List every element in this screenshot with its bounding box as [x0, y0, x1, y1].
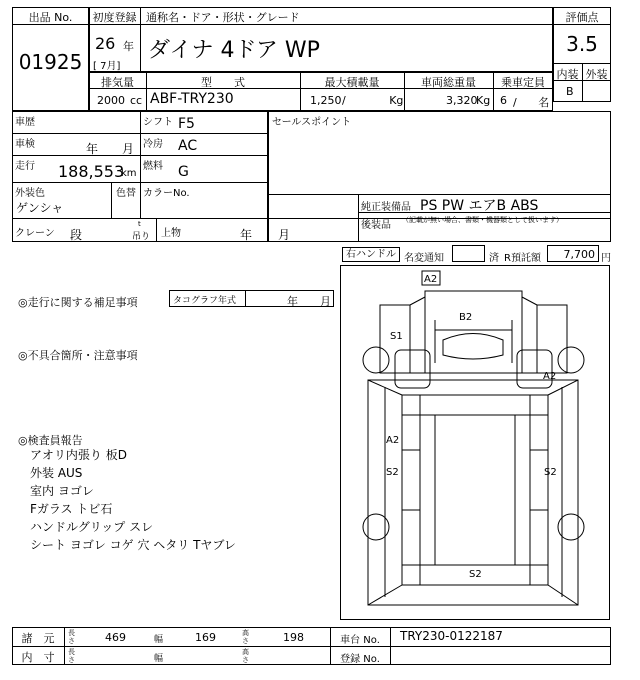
ac-label: 冷房: [143, 139, 163, 150]
tachograph-label: タコグラフ年式: [173, 296, 237, 306]
width-label: 幅: [154, 635, 164, 645]
shift-label: シフト: [143, 117, 173, 128]
inner-height-label: 高さ: [242, 648, 249, 664]
inspection-label: 車検: [15, 139, 35, 150]
capacity: 6: [500, 94, 507, 107]
truck-condition-diagram: [340, 265, 610, 620]
mark-s2-right: S2: [544, 467, 557, 478]
crane-stage-unit: 段: [70, 228, 83, 242]
chassis-label: 車台 No.: [340, 635, 380, 646]
divider: [358, 194, 359, 242]
mark-s1: S1: [390, 331, 403, 342]
report-line: ハンドルグリップ スレ: [30, 520, 154, 534]
inner-width-label: 幅: [154, 654, 164, 664]
mark-a2-left: A2: [386, 435, 400, 446]
lot-label: 出品 No.: [28, 11, 73, 24]
lot-number: 01925: [18, 50, 83, 74]
mark-a2-right: A2: [543, 371, 557, 382]
divider: [140, 7, 141, 72]
shift: F5: [178, 116, 195, 132]
score-label: 評価点: [565, 11, 599, 24]
length: 469: [105, 631, 126, 644]
ac: AC: [178, 138, 198, 154]
length-label: 長さ: [68, 629, 75, 645]
upper-month-unit: 月: [278, 228, 291, 242]
inspector-title: ◎検査員報告: [18, 434, 83, 447]
registration-label: 登録 No.: [340, 654, 380, 665]
upper-label: 上物: [161, 228, 181, 239]
report-line: アオリ内張り 板D: [30, 448, 127, 462]
ext-color-label: 外装色: [15, 188, 45, 199]
ext-color: ゲンシャ: [16, 201, 64, 215]
chassis-number: TRY230-0122187: [400, 629, 503, 643]
capacity-label: 乗車定員: [501, 76, 545, 89]
dims-label: 内 寸: [21, 651, 55, 664]
handle-box: 右ハンドル: [342, 247, 400, 262]
crane-ton-label: t: [138, 220, 141, 228]
interior-grade: B: [566, 85, 574, 98]
deposit-label: R預託額: [504, 253, 541, 264]
color-change-label: 色替: [116, 188, 136, 199]
displacement-unit: cc: [130, 94, 143, 107]
inner-length-label: 長さ: [68, 648, 75, 664]
supplement-title: ◎走行に関する補足事項: [18, 296, 138, 309]
mark-a2-front: A2: [424, 274, 438, 285]
gross-weight: 3,320: [446, 94, 478, 107]
reg-month: [ 7月]: [93, 61, 121, 72]
divider: [245, 290, 246, 307]
upper-year-unit: 年: [240, 228, 253, 242]
exterior-label: 外装: [585, 68, 608, 81]
max-load: 1,250: [310, 94, 342, 107]
deposit-amount: 7,700: [563, 248, 595, 261]
year-unit: 年: [123, 40, 134, 53]
gross-weight-label: 車両総重量: [421, 76, 476, 89]
report-line: 外装 AUS: [30, 466, 83, 480]
model-label: 型 式: [201, 76, 245, 89]
max-load-label: 最大積載量: [324, 76, 380, 89]
reg-label: 初度登録: [92, 11, 137, 24]
name-label: 通称名・ドア・形状・グレード: [146, 11, 300, 24]
divider: [64, 627, 65, 665]
std-equip: PS PW エアB ABS: [420, 198, 539, 214]
name-change-box: [452, 245, 485, 262]
inspection-month-unit: 月: [122, 142, 135, 156]
mark-s2-left: S2: [386, 467, 399, 478]
report-line: Fガラス トビ石: [30, 502, 113, 516]
height-label: 高さ: [242, 629, 249, 645]
mark-s2-rear: S2: [469, 569, 482, 580]
mileage: 188,553: [58, 162, 125, 181]
crane-label: クレーン: [15, 228, 55, 239]
specs-label: 諸 元: [21, 632, 55, 645]
width: 169: [195, 631, 216, 644]
aftermarket-label: 後装品: [361, 220, 391, 231]
name-change-label: 名変通知: [404, 253, 444, 264]
report-line: 室内 ヨゴレ: [30, 484, 94, 498]
std-equip-label: 純正装備品: [361, 202, 411, 213]
fuel: G: [178, 164, 189, 180]
load-unit: / Kg: [342, 94, 404, 107]
displacement-label: 排気量: [101, 76, 134, 89]
history-label: 車歴: [15, 117, 35, 128]
displacement: 2000: [97, 94, 125, 107]
car-name: ダイナ 4ドア WP: [148, 38, 320, 63]
capacity-unit: / 名: [513, 96, 550, 109]
model-code: ABF-TRY230: [150, 91, 234, 107]
report-line: シート ヨゴレ コゲ 穴 ヘタリ Tヤブレ: [30, 538, 236, 552]
interior-label: 内装: [556, 68, 579, 81]
divider: [12, 646, 611, 647]
color-code-label: カラーNo.: [143, 188, 190, 199]
height: 198: [283, 631, 304, 644]
divider: [390, 627, 391, 665]
score-value: 3.5: [566, 32, 598, 56]
crane-hanging: 吊り: [132, 232, 151, 242]
mileage-label: 走行: [15, 161, 35, 172]
sales-point-label: セールスポイント: [272, 117, 352, 128]
tachograph-year-unit: 年: [287, 295, 298, 308]
reg-year: 26: [95, 34, 116, 53]
weight-unit: Kg: [476, 94, 491, 107]
divider: [111, 182, 112, 218]
aftermarket-note: （記載が無い場合、書類・機器類として扱います）: [402, 216, 563, 224]
inspection-year-unit: 年: [86, 142, 99, 156]
defects-title: ◎不具合箇所・注意事項: [18, 349, 138, 362]
deposit-unit: 円: [601, 253, 611, 264]
deposit-prefix: 済: [489, 253, 499, 264]
divider: [140, 111, 141, 218]
divider: [12, 218, 268, 219]
tachograph-month-unit: 月: [320, 295, 331, 308]
divider: [156, 218, 157, 242]
mark-b2: B2: [459, 312, 473, 323]
fuel-label: 燃料: [143, 161, 163, 172]
mileage-unit: km: [121, 168, 137, 179]
